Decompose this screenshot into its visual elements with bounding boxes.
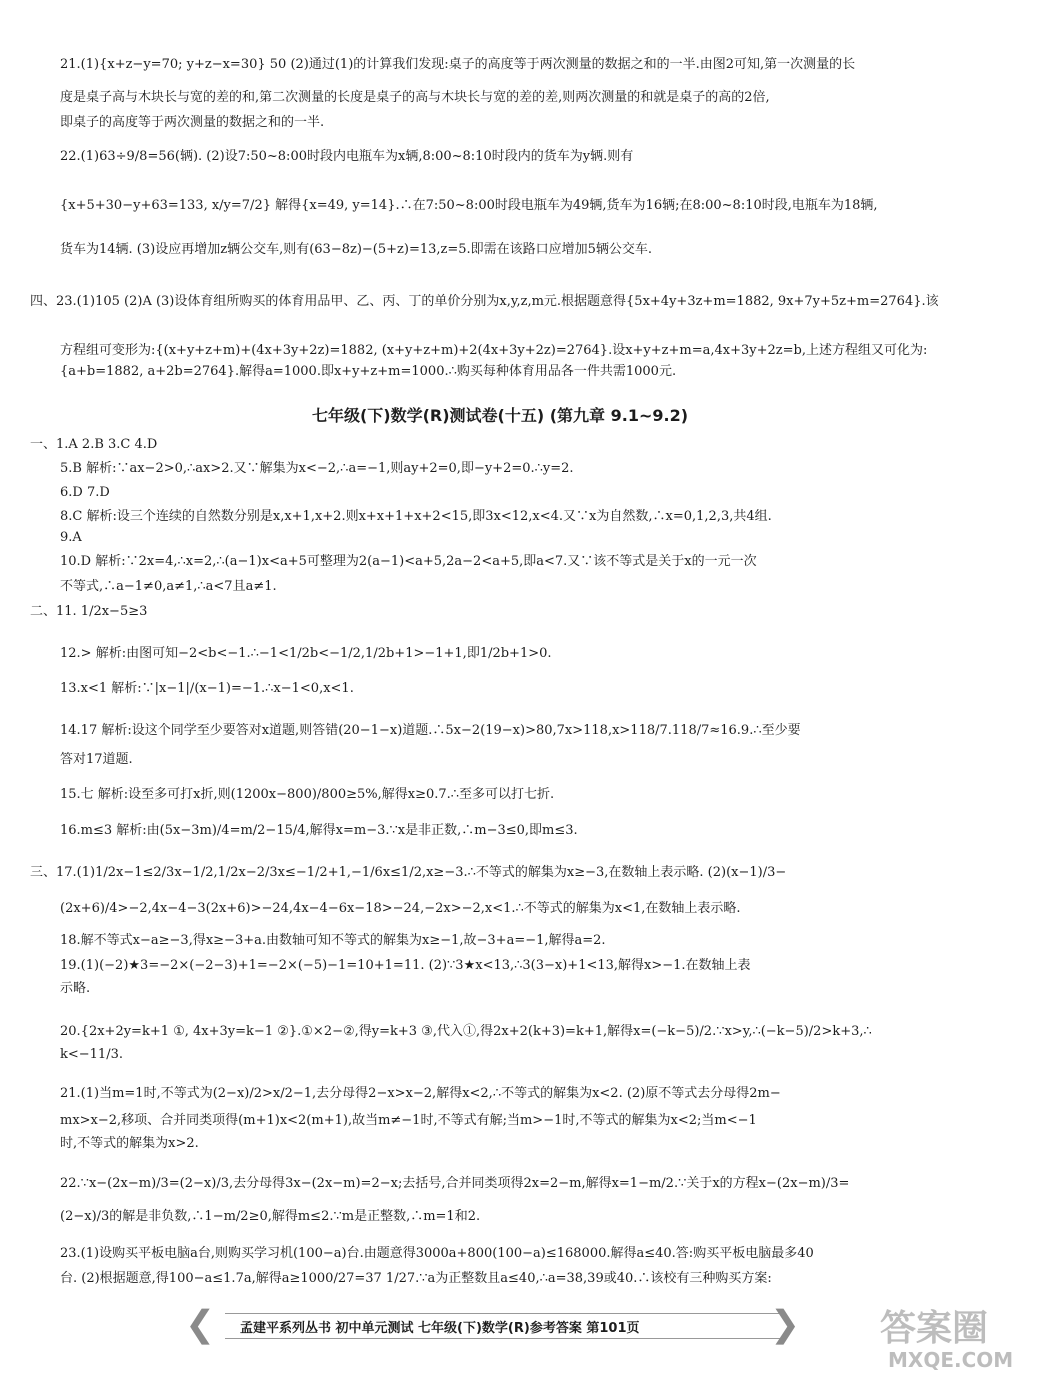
- watermark-logo: [880, 1300, 1014, 1378]
- text-line: 21.(1){x+z−y=70; y+z−x=30} 50 (2)通过(1)的计算我们发现:桌子的高度等于两次测量的数据之和的一半.由图2可知,第一次测量的长: [60, 57, 856, 72]
- text-line: 二、11. 1/2x−5≥3: [30, 604, 148, 619]
- text-line: 四、23.(1)105 (2)A (3)设体育组所购买的体育用品甲、乙、丙、丁的单价分别为x,y,z,m元.根据题意得{5x+4y+3z+m=1882, 9x+7y+5z+m=2764}.该: [30, 294, 939, 309]
- text-line: 货车为14辆. (3)设应再增加z辆公交车,则有(63−8z)−(5+z)=13,z=5.即需在该路口应增加5辆公交车.: [60, 242, 653, 257]
- text-line: (2x+6)/4>−2,4x−4−3(2x+6)>−24,4x−4−6x−18>−24,−2x>−2,x<1.∴不等式的解集为x<1,在数轴上表示略.: [60, 901, 741, 916]
- text-line: 21.(1)当m=1时,不等式为(2−x)/2>x/2−1,去分母得2−x>x−2,解得x<2,∴不等式的解集为x<2. (2)原不等式去分母得2m−: [60, 1086, 781, 1101]
- text-line: 10.D 解析:∵2x=4,∴x=2,∴(a−1)x<a+5可整理为2(a−1)<a+5,2a−2<a+5,即a<7.又∵该不等式是关于x的一元一次: [60, 554, 757, 569]
- text-line: 方程组可变形为:{(x+y+z+m)+(4x+3y+2z)=1882, (x+y+z+m)+2(4x+3y+2z)=2764}.设x+y+z+m=a,4x+3y+2z=b,上述方程组又可化为:: [60, 343, 928, 358]
- page-footer: [185, 1305, 805, 1345]
- text-line: 16.m≤3 解析:由(5x−3m)/4=m/2−15/4,解得x=m−3.∵x是非正数,∴m−3≤0,即m≤3.: [60, 823, 578, 838]
- text-line: 不等式,∴a−1≠0,a≠1,∴a<7且a≠1.: [60, 579, 277, 594]
- text-line: 度是桌子高与木块长与宽的差的和,第二次测量的长度是桌子的高与木块长与宽的差的差,则两次测量的和就是桌子的高的2倍,: [60, 90, 770, 105]
- text-line: {a+b=1882, a+2b=2764}.解得a=1000.即x+y+z+m=1000.∴购买每种体育用品各一件共需1000元.: [60, 364, 677, 379]
- text-line: 5.B 解析:∵ax−2>0,∴ax>2.又∵解集为x<−2,∴a=−1,则ay+2=0,即−y+2=0.∴y=2.: [60, 461, 574, 476]
- text-line: k<−11/3.: [60, 1047, 123, 1062]
- footer-text: 孟建平系列丛书 初中单元测试 七年级(下)数学(R)参考答案 第101页: [240, 1321, 640, 1336]
- text-line: {x+5+30−y+63=133, x/y=7/2} 解得{x=49, y=14}.∴在7:50~8:00时段电瓶车为49辆,货车为16辆;在8:00~8:10时段,电瓶车为18辆,: [60, 198, 878, 213]
- text-line: 18.解不等式x−a≥−3,得x≥−3+a.由数轴可知不等式的解集为x≥−1,故−3+a=−1,解得a=2.: [60, 933, 606, 948]
- text-line: 22.∵x−(2x−m)/3=(2−x)/3,去分母得3x−(2x−m)=2−x;去括号,合并同类项得2x=2−m,解得x=1−m/2.∵关于x的方程x−(2x−m)/3=: [60, 1176, 850, 1191]
- section-title: 七年级(下)数学(R)测试卷(十五) (第九章 9.1~9.2): [311, 406, 689, 425]
- text-line: 14.17 解析:设这个同学至少要答对x道题,则答错(20−1−x)道题.∴5x−2(19−x)>80,7x>118,x>118/7.118/7≈16.9.∴至少要: [60, 723, 801, 738]
- text-line: 三、17.(1)1/2x−1≤2/3x−1/2,1/2x−2/3x≤−1/2+1,−1/6x≤1/2,x≥−3.∴不等式的解集为x≥−3,在数轴上表示略. (2)(x−1)/3−: [30, 865, 787, 880]
- text-line: 9.A: [60, 530, 82, 545]
- text-line: 8.C 解析:设三个连续的自然数分别是x,x+1,x+2.则x+x+1+x+2<15,即3x<12,x<4.又∵x为自然数,∴x=0,1,2,3,共4组.: [60, 509, 772, 524]
- text-line: 6.D 7.D: [60, 485, 110, 500]
- text-line: 22.(1)63÷9/8=56(辆). (2)设7:50~8:00时段内电瓶车为x辆,8:00~8:10时段内的货车为y辆.则有: [60, 149, 634, 164]
- text-line: 时,不等式的解集为x>2.: [60, 1136, 199, 1151]
- text-line: (2−x)/3的解是非负数,∴1−m/2≥0,解得m≤2.∵m是正整数,∴m=1和2.: [60, 1209, 481, 1224]
- text-line: 23.(1)设购买平板电脑a台,则购买学习机(100−a)台.由题意得3000a+800(100−a)≤168000.解得a≤40.答:购买平板电脑最多40: [60, 1246, 814, 1261]
- text-line: 13.x<1 解析:∵|x−1|/(x−1)=−1.∴x−1<0,x<1.: [60, 681, 354, 696]
- text-line: 19.(1)(−2)★3=−2×(−2−3)+1=−2×(−5)−1=10+1=11. (2)∵3★x<13,∴3(3−x)+1<13,解得x>−1.在数轴上表: [60, 958, 751, 973]
- text-line: 答对17道题.: [60, 752, 133, 767]
- right-chevron-icon: ❯: [770, 1304, 801, 1345]
- watermark-top: 答案圈: [880, 1308, 989, 1349]
- text-line: 15.七 解析:设至多可打x折,则(1200x−800)/800≥5%,解得x≥0.7.∴至多可以打七折.: [60, 787, 555, 802]
- text-line: 12.> 解析:由图可知−2<b<−1.∴−1<1/2b<−1/2,1/2b+1>−1+1,即1/2b+1>0.: [60, 646, 552, 661]
- text-line: 示略.: [60, 981, 91, 996]
- text-line: 20.{2x+2y=k+1 ①, 4x+3y=k−1 ②}.①×2−②,得y=k+3 ③,代入①,得2x+2(k+3)=k+1,解得x=(−k−5)/2.∵x>y,∴(−k−5)/2>k+3,∴: [60, 1024, 872, 1039]
- text-line: 即桌子的高度等于两次测量的数据之和的一半.: [60, 115, 325, 130]
- text-line: 一、1.A 2.B 3.C 4.D: [30, 437, 158, 452]
- left-chevron-icon: ❮: [185, 1304, 216, 1345]
- text-line: mx>x−2,移项、合并同类项得(m+1)x<2(m+1),故当m≠−1时,不等式有解;当m>−1时,不等式的解集为x<2;当m<−1: [60, 1113, 757, 1128]
- watermark-bottom: MXQE.COM: [888, 1348, 1014, 1372]
- text-line: 台. (2)根据题意,得100−a≤1.7a,解得a≥1000/27=37 1/27.∵a为正整数且a≤40,∴a=38,39或40.∴该校有三种购买方案:: [60, 1271, 772, 1286]
